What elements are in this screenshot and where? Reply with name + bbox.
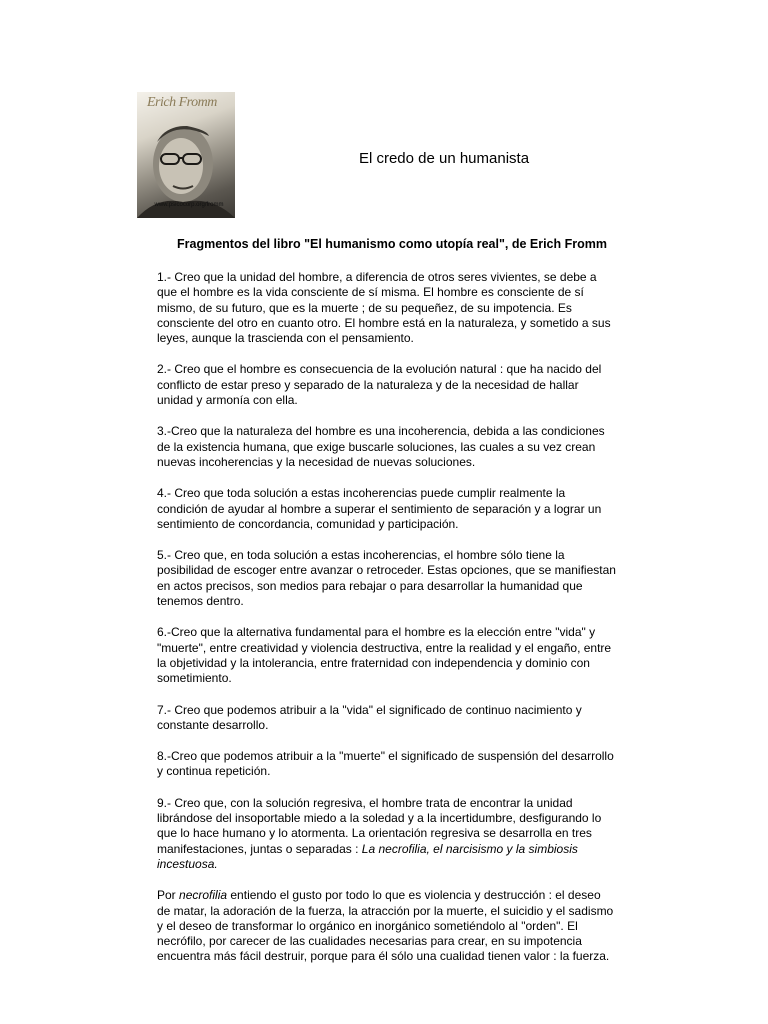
paragraph-4: 4.- Creo que toda solución a estas incoherencias puede cumplir realmente la condición de ayudar al hombre a superar el sentimiento de separación y a lograr un sentimiento de concordancia, comunidad y participación. [157, 486, 602, 531]
article-body [157, 270, 617, 981]
paragraph-1: 1.- Creo que la unidad del hombre, a diferencia de otros seres vivientes, se debe a que el hombre es la vida consciente de sí misma. El hombre es consciente de sí mismo, de su futuro, que es la muerte ; de su pequeñez, de su impotencia. Es consciente del otro en cuanto otro. El hombre está en la naturaleza, y sometido a sus leyes, aunque la trascienda con el pensamiento. [157, 270, 611, 346]
page-subtitle: Fragmentos del libro "El humanismo como utopía real", de Erich Fromm [177, 237, 607, 251]
paragraph-5: 5.- Creo que, en toda solución a estas incoherencias, el hombre sólo tiene la posibilidad de escoger entre avanzar o retroceder. Estas opciones, que se manifiestan en actos precisos, son medios para rebajar o para desarrollar la humanidad que tenemos dentro. [157, 548, 616, 609]
photo-url: www.psicocorp.org/fromm [154, 202, 224, 208]
photo-caption: Erich Fromm [147, 95, 217, 110]
italic-terms: La necrofilia, el narcisismo y la simbiosis incestuosa. [157, 841, 578, 871]
paragraph-3: 3.-Creo que la naturaleza del hombre es una incoherencia, debida a las condiciones de la existencia humana, que exige buscarle soluciones, las cuales a su vez crean nuevas incoherencias y la necesidad de nuevas soluciones. [157, 424, 605, 469]
paragraph-necrofilia: Por necrofilia entiendo el gusto por todo lo que es violencia y destrucción : el deseo de matar, la adoración de la fuerza, la atracción por la muerte, el suicidio y el sadismo y el deseo de transformar lo orgánico en inorgánico sometiéndolo al "orden". El necrófilo, por carecer de las cualidades necesarias para crear, en su impotencia encuentra más fácil destruir, porque para él sólo una cualidad tienen valor : la fuerza. [157, 888, 614, 964]
paragraph-9: 9.- Creo que, con la solución regresiva, el hombre trata de encontrar la unidad librándose del insoportable miedo a la soledad y a la incertidumbre, desfigurando lo que lo hace humano y lo atormenta. La orientación regresiva se desarrolla en tres manifestaciones, juntas o separadas : La necrofilia, el narcisismo y la simbiosis incestuosa. [157, 795, 602, 871]
italic-term: necrofilia [179, 888, 228, 903]
paragraph-6: 6.-Creo que la alternativa fundamental para el hombre es la elección entre "vida" y "muerte", entre creatividad y violencia destructiva, entre la realidad y el engaño, entre la objetividad y la intolerancia, entre fraternidad con independencia y dominio con sometimiento. [157, 625, 612, 686]
paragraph-8: 8.-Creo que podemos atribuir a la "muerte" el significado de suspensión del desarrollo y continua repetición. [157, 749, 614, 779]
paragraph-2: 2.- Creo que el hombre es consecuencia de la evolución natural : que ha nacido del conflicto de estar preso y separado de la naturaleza y de la necesidad de hallar unidad y armonía con ella. [157, 362, 602, 408]
page-title: El credo de un humanista [358, 150, 530, 167]
paragraph-7: 7.- Creo que podemos atribuir a la "vida" el significado de continuo nacimiento y constante desarrollo. [157, 702, 582, 732]
